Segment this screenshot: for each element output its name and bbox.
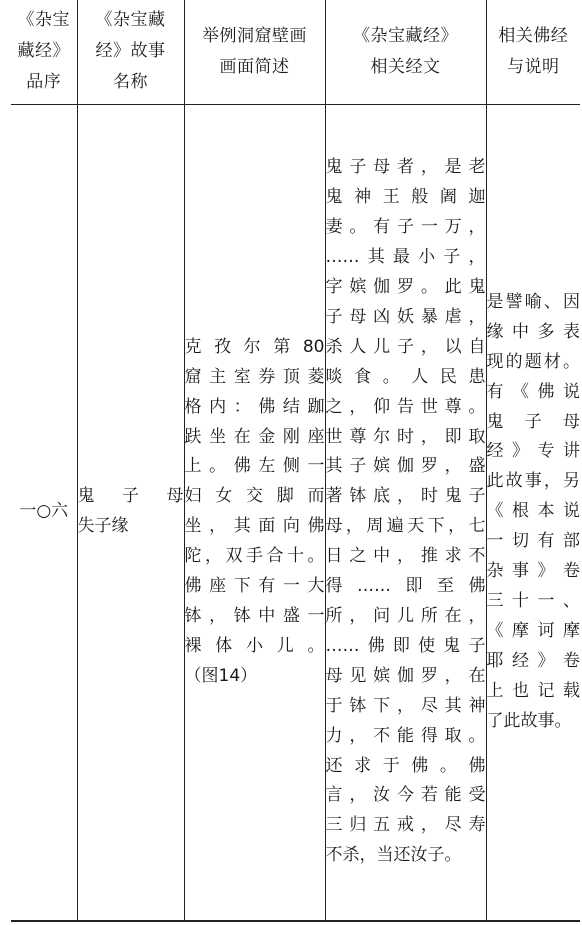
text-line: 妇女交脚而 [184, 486, 325, 507]
header-related-sutra-text [325, 0, 486, 104]
text-line: 鬼神王般阇迦 [325, 187, 486, 208]
text-line: 现的题材。 [486, 351, 580, 372]
text-line: 日之中，推求不 [325, 546, 486, 567]
header-line: 藏经》 [17, 41, 70, 62]
text-line: 著钵底，时鬼子 [325, 486, 486, 507]
header-line: 《杂宝藏 [95, 10, 166, 31]
text-line: 得……即至佛 [325, 576, 486, 597]
text-line: 《摩诃摩 [486, 620, 580, 641]
text-line: 鬼子母 [77, 486, 184, 507]
text-line: 不杀，当还汝子。 [325, 845, 462, 866]
text-line: 失子缘 [77, 516, 129, 537]
header-line: 名称 [113, 72, 148, 93]
text-line: 有《佛说 [486, 381, 580, 402]
text-line: 克孜尔第80 [184, 336, 325, 357]
sutra-text-cell [325, 104, 486, 921]
text-line: 字嫔伽罗。此鬼 [325, 277, 486, 297]
text-line: 上。佛左侧一 [184, 456, 325, 477]
text-line: 经》专讲 [486, 441, 580, 462]
text-line: 鬼子母者，是老 [325, 157, 486, 178]
header-line: 与说明 [507, 56, 560, 77]
header-line: 《杂宝藏经》 [353, 25, 458, 46]
related-sutras-note-cell [486, 104, 580, 921]
text-line: 趺坐在金刚座 [184, 426, 325, 447]
chapter-order-cell [11, 104, 77, 921]
text-line: 鬼子母 [486, 411, 580, 432]
text-line: 窟主室券顶菱 [184, 366, 325, 387]
text-line: 之，仰告世尊。 [325, 396, 486, 417]
mural-description-cell [184, 104, 325, 921]
text-line: 陀，双手合十。 [184, 546, 325, 567]
header-line: 品序 [26, 72, 62, 93]
text-line: 杀人儿子，以自 [325, 336, 486, 357]
text-line: 钵，钵中盛一 [184, 605, 325, 626]
header-line: 《杂宝 [17, 10, 70, 31]
text-line: 力，不能得取。 [325, 725, 486, 746]
text-line: 子母凶妖暴虐， [325, 306, 486, 327]
text-line: 言，汝今若能受 [325, 785, 486, 806]
chapter-order: 一○六 [19, 501, 69, 522]
text-line: 母见嫔伽罗，在 [325, 665, 486, 686]
text-line: 还求于佛。佛 [325, 755, 486, 776]
text-line: 母，周遍天下，七 [325, 516, 486, 537]
text-line: 《根本说 [486, 501, 580, 522]
text-line: 佛座下有一大 [184, 576, 325, 597]
table-row [11, 104, 580, 921]
text-line: 于钵下，尽其神 [325, 695, 486, 716]
header-chapter-order [11, 0, 77, 104]
text-line: ……其最小子， [325, 247, 486, 268]
text-line: 缘中多表 [486, 321, 580, 342]
text-line: 所，问儿所在， [325, 605, 486, 626]
text-line: 格内：佛结跏 [184, 396, 325, 417]
text-line: 妻。有子一万， [325, 217, 486, 238]
text-line: 其子嫔伽罗，盛 [325, 456, 486, 477]
header-line: 举例洞窟壁画 [202, 25, 307, 46]
text-line: 是譬喻、因 [486, 291, 580, 312]
text-line: ……佛即使鬼子 [325, 635, 486, 656]
header-line: 相关佛经 [498, 25, 569, 46]
header-mural-description [184, 0, 325, 104]
text-line: 裸体小儿。 [184, 635, 325, 656]
text-line: 杂事》卷 [486, 561, 580, 582]
text-line: 耶经》卷 [486, 650, 580, 671]
text-line: 一切有部 [486, 531, 580, 552]
text-line: （图14） [184, 665, 258, 686]
sutra-story-table [11, 0, 580, 922]
header-line: 相关经文 [370, 56, 441, 77]
text-line: 了此故事。 [486, 710, 572, 731]
header-line: 经》故事 [95, 41, 166, 62]
text-line: 三归五戒，尽寿 [325, 815, 486, 836]
text-line: 世尊尔时，即取 [325, 426, 486, 447]
header-story-name [77, 0, 184, 104]
story-title-cell [77, 104, 184, 921]
text-line: 此故事，另 [486, 471, 580, 492]
text-line: 上也记载 [486, 680, 580, 701]
text-line: 啖食。人民患 [325, 366, 486, 387]
text-line: 坐，其面向佛 [184, 516, 325, 537]
text-line: 三十一、 [486, 591, 580, 612]
table-header-row [11, 0, 580, 104]
header-related-sutras-notes [486, 0, 580, 104]
header-line: 画面简述 [219, 56, 290, 77]
